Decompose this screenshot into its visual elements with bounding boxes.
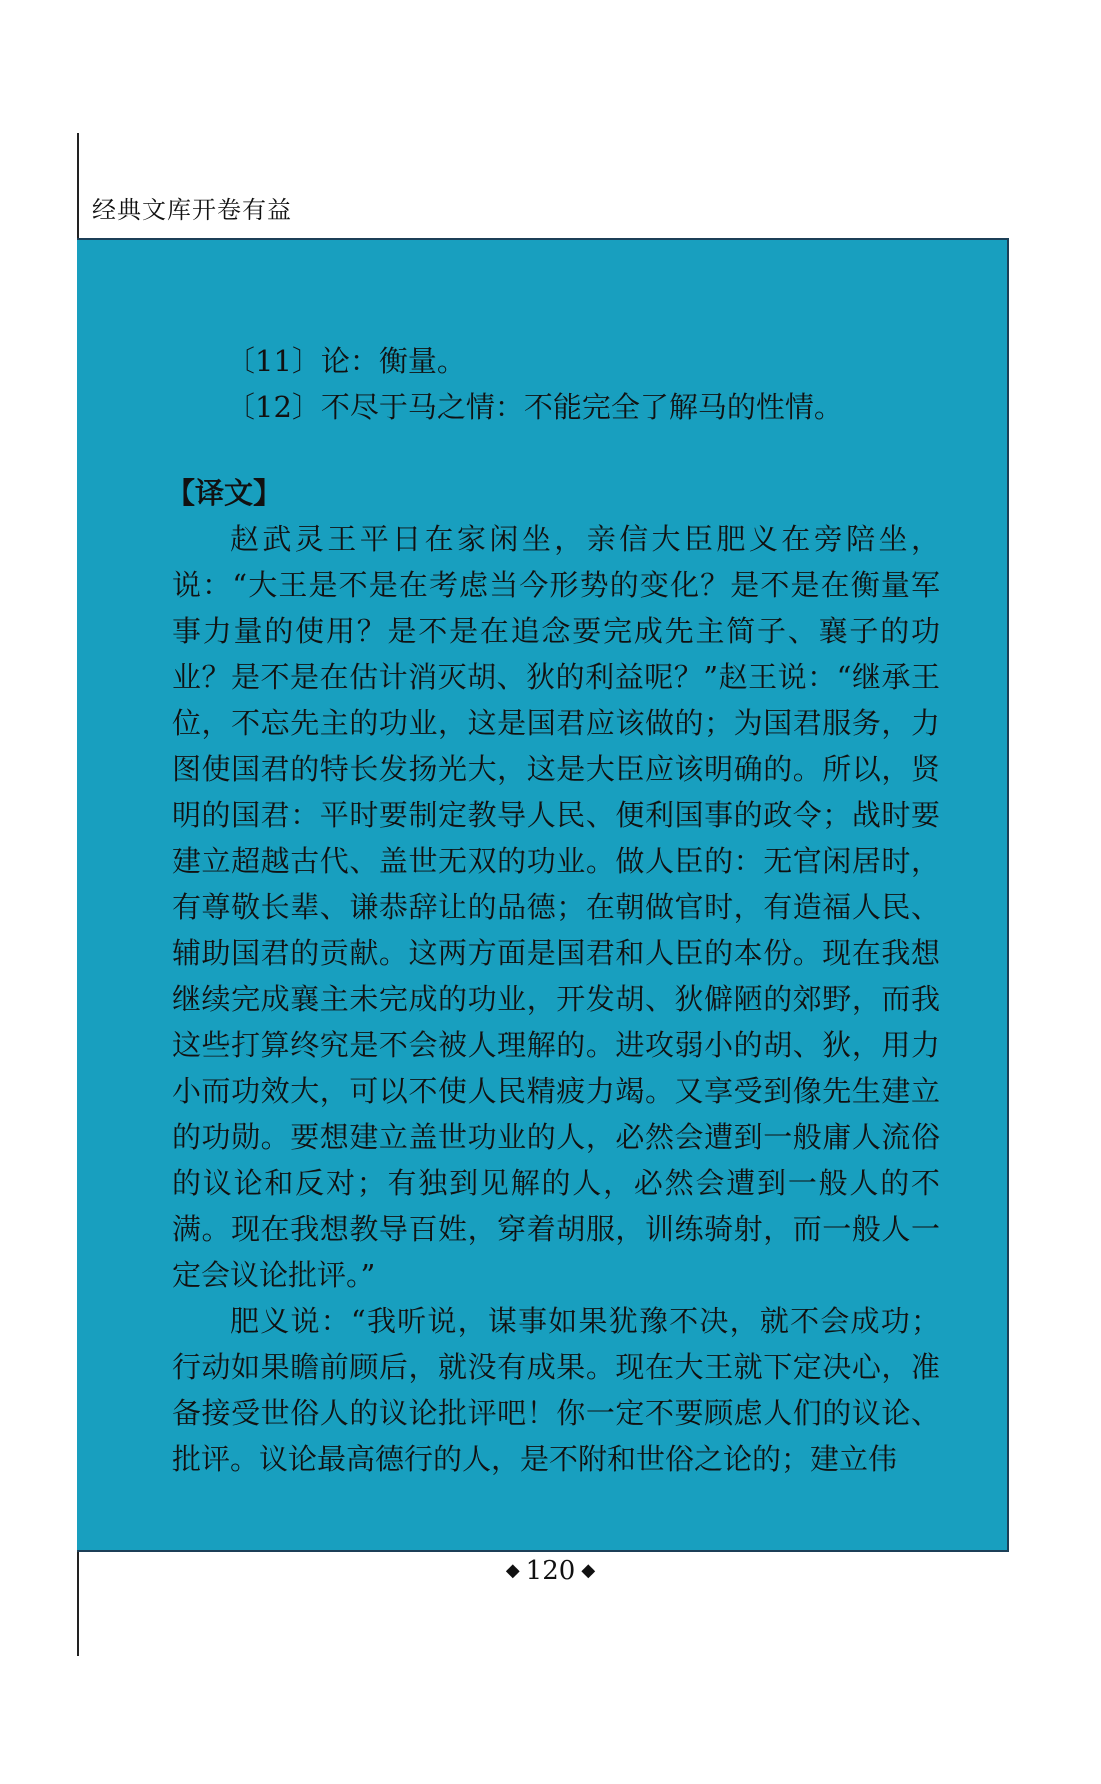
translation-paragraph-1: 赵武灵王平日在家闲坐，亲信大臣肥义在旁陪坐，说：“大王是不是在考虑当今形势的变化？是不是在衡量军事力量的使用？是不是在追念要完成先主简子、襄子的功业？是不是在估计消灭胡、狄的利益呢？”赵王说：“继承王位，不忘先主的功业，这是国君应该做的；为国君服务，力图使国君的特长发扬光大，这是大臣应该明确的。所以，贤明的国君：平时要制定教导人民、便利国事的政令；战时要建立超越古代、盖世无双的功业。做人臣的：无官闲居时，有尊敬长辈、谦恭辞让的品德；在朝做官时，有造福人民、辅助国君的贡献。这两方面是国君和人臣的本份。现在我想继续完成襄主未完成的功业，开发胡、狄僻陋的郊野，而我这些打算终究是不会被人理解的。进攻弱小的胡、狄，用力小而功效大，可以不使人民精疲力竭。又享受到像先生建立的功勋。要想建立盖世功业的人，必然会遭到一般庸人流俗的议论和反对；有独到见解的人，必然会遭到一般人的不满。现在我想教导百姓，穿着胡服，训练骑射，而一般人一定会议论批评。” <box>172 522 940 1292</box>
note-12: 〔12〕不尽于马之情：不能完全了解马的性情。 <box>226 390 843 424</box>
translation-paragraph-2: 肥义说：“我听说，谋事如果犹豫不决，就不会成功；行动如果瞻前顾后，就没有成果。现在大王就下定决心，准备接受世俗人的议论批评吧！你一定不要顾虑人们的议论、批评。议论最高德行的人，是不附和世俗之论的；建立伟 <box>172 1304 940 1476</box>
running-header-title: 经典文库开卷有益 <box>92 196 292 224</box>
page-footer <box>0 1556 1101 1586</box>
diamond-left-icon: ◆ <box>505 1560 520 1581</box>
diamond-right-icon: ◆ <box>581 1560 596 1581</box>
page-number: 120 <box>525 1556 576 1586</box>
note-11: 〔11〕论：衡量。 <box>226 344 466 378</box>
translation-heading: 【译文】 <box>166 476 283 510</box>
